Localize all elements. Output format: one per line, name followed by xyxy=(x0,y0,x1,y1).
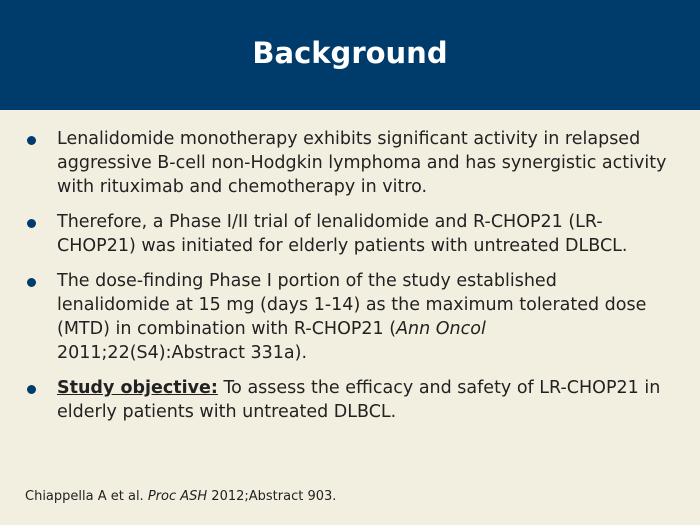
bullet-dot-icon xyxy=(27,136,36,145)
objective-label: Study objective: xyxy=(57,378,218,398)
bullet-text: Lenalidomide monotherapy exhibits significant activity in relapsed aggressive B-cell non-Hodgkin lymphoma and has synergistic activity with rituximab and chemotherapy in vitro. xyxy=(57,129,667,197)
bullet-dot-icon xyxy=(27,278,36,287)
bullet-item xyxy=(27,210,667,258)
footnote-authors: Chiappella A et al. xyxy=(25,489,148,504)
footnote-details: 2012;Abstract 903. xyxy=(207,489,337,504)
bullet-item xyxy=(27,376,667,424)
citation-journal: Ann Oncol xyxy=(396,319,486,339)
bullet-dot-icon xyxy=(27,385,36,394)
bullet-text: The dose-finding Phase I portion of the study established lenalidomide at 15 mg (days 1-14) as the maximum tolerated dose (MTD) in combination with R-CHOP21 ( xyxy=(57,271,647,339)
bullet-dot-icon xyxy=(27,219,36,228)
bullet-text: Therefore, a Phase I/II trial of lenalidomide and R-CHOP21 (LR-CHOP21) was initiated for elderly patients with untreated DLBCL. xyxy=(57,212,628,256)
bullet-item xyxy=(27,269,667,365)
citation-details: 2011;22(S4):Abstract 331a). xyxy=(57,343,308,363)
bullet-text: To assess the efficacy and safety of LR-CHOP21 in elderly patients with untreated DLBCL. xyxy=(57,378,661,422)
footnote-journal: Proc ASH xyxy=(147,489,208,504)
bullet-list xyxy=(27,127,667,435)
bullet-item xyxy=(27,127,667,199)
reference-footnote xyxy=(25,489,336,504)
slide-title: Background xyxy=(252,36,448,70)
title-bar xyxy=(0,0,700,110)
